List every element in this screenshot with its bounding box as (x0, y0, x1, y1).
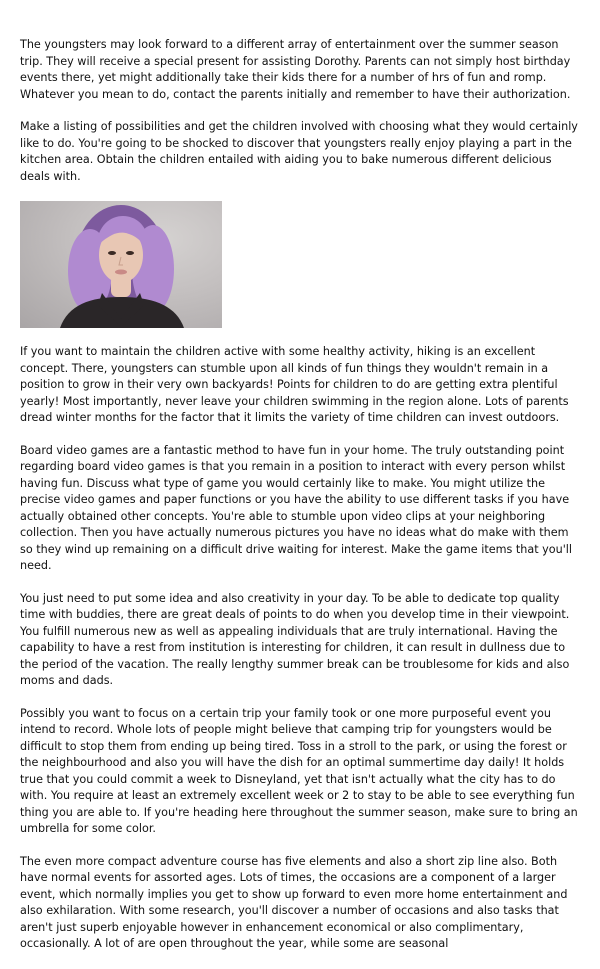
portrait-photo (20, 201, 222, 328)
article-body (20, 37, 580, 969)
paragraph-2: Make a listing of possibilities and get the children involved with choosing what they would certainly like to do. You're going to be shocked to discover that youngsters really enjoy playing a part in the kitchen area. Obtain the children entailed with aiding you to bake numerous different delicious deals with. (20, 120, 578, 183)
paragraph-4: Board video games are a fantastic method to have fun in your home. The truly outstanding point regarding board video games is that you remain in a position to interact with every person whilst having fun. Discuss what type of game you would certainly like to make. You might utilize the precise video games and paper functions or you have the ability to use different tasks if you have actually obtained other concepts. You're able to stumble upon video clips at your neighboring collection. Then you have actually numerous pictures you have no ideas what do make with them so they wind up remaining on a difficult drive waiting for interest. Make the game items that you'll need. (20, 443, 573, 572)
paragraph-6: Possibly you want to focus on a certain trip your family took or one more purposeful event you intend to record. Whole lots of people might believe that camping trip for youngsters would be difficult to stop them from ending up being tired. Toss in a stroll to the park, or using the forest or the neighbourhood and also you will have the dish for an optimal summertime day daily! It holds true that you could commit a week to Disneyland, yet that isn't actually what the city has to do with. You require at least an extremely excellent week or 2 to stay to be able to see everything fun thing you are able to. If you're heading here throughout the summer season, make sure to bring an umbrella for some color. (20, 706, 578, 835)
portrait-illustration (20, 201, 222, 328)
paragraph-5: You just need to put some idea and also creativity in your day. To be able to dedicate top quality time with buddies, there are great deals of points to do when you develop time in their viewpoint. You fulfill numerous new as well as appealing individuals that are truly international. Having the capability to have a rest from institution is interesting for children, it can result in dullness due to the period of the vacation. The really lengthy summer break can be troublesome for kids and also moms and dads. (20, 591, 570, 687)
left-eye (108, 251, 116, 255)
paragraph-3: If you want to maintain the children active with some healthy activity, hiking is an excellent concept. There, youngsters can stumble upon all kinds of fun things they wouldn't remain in a position to grow in their very own backyards! Points for children to do are getting extra plentiful yearly! Most importantly, never leave your children swimming in the region alone. Lots of parents dread winter months for the factor that it limits the variety of time children can invest outdoors. (20, 345, 569, 424)
paragraph-1: The youngsters may look forward to a different array of entertainment over the summer season trip. They will receive a special present for assisting Dorothy. Parents can not simply host birthday events there, yet might additionally take their kids there for a number of hrs of fun and romp. Whatever you mean to do, contact the parents initially and remember to have their authorization. (20, 38, 571, 101)
lips (115, 270, 127, 275)
paragraph-7: The even more compact adventure course has five elements and also a short zip line also. Both have normal events for assorted ages. Lots of times, the occasions are a component of a larger event, which normally implies you get to show up forward to even more home entertainment and also exhilaration. With some research, you'll discover a number of occasions and also tasks that aren't just superb enjoyable however in enhancement economical or also complimentary, occasionally. A lot of are open throughout the year, while some are seasonal (20, 854, 568, 950)
right-eye (126, 251, 134, 255)
